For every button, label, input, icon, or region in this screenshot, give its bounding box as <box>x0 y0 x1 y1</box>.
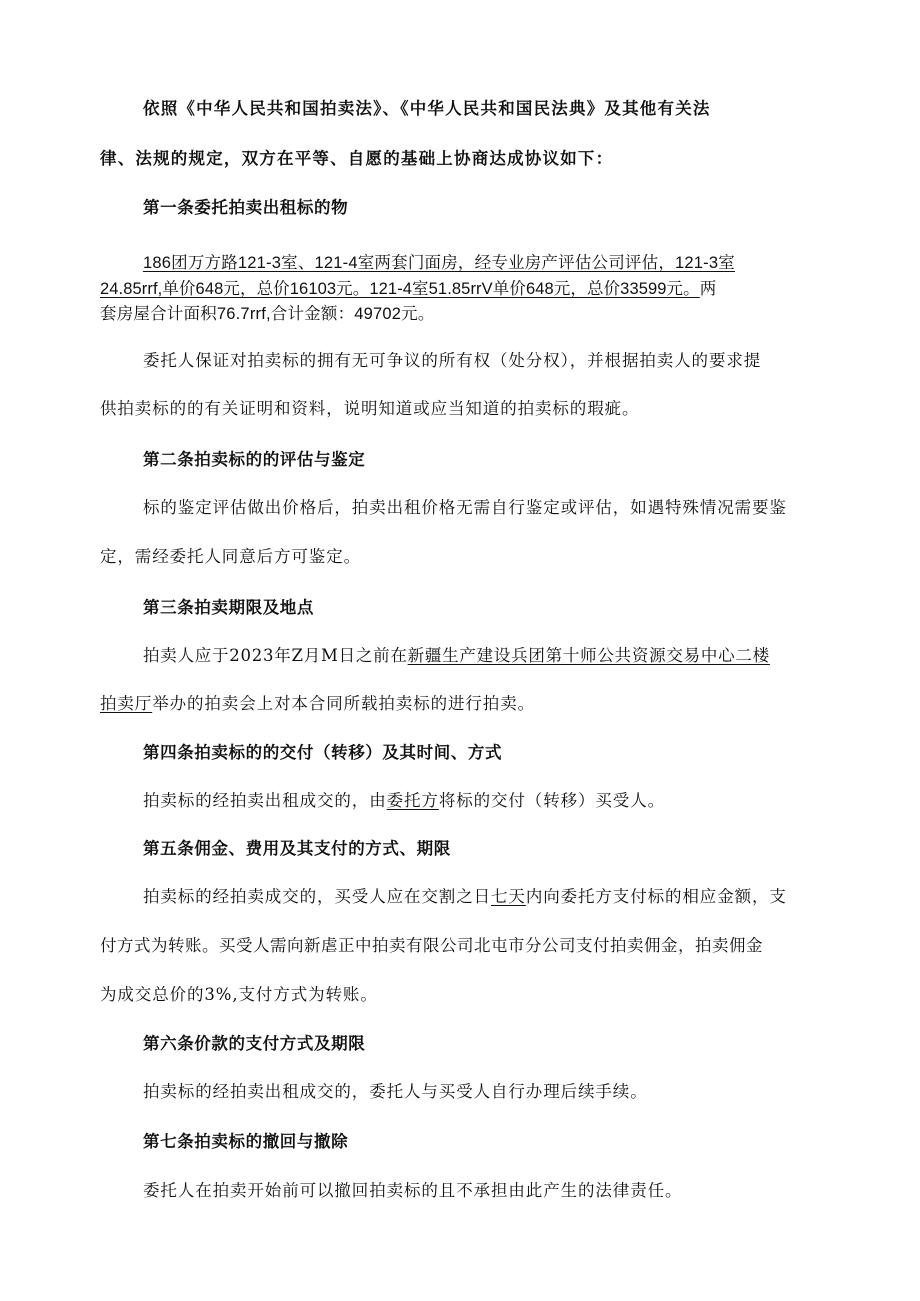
article-3-date-text: 拍卖人应于2023年Z月M日之前在 <box>143 646 408 665</box>
article-7-line-1: 委托人在拍卖开始前可以撤回拍卖标的且不承担由此产生的法律责任。 <box>143 1181 683 1200</box>
article-5-days: 七天 <box>491 887 526 906</box>
article-5-line-3: 为成交总价的3%,支付方式为转账。 <box>100 985 378 1004</box>
article-5-line-1-prefix: 拍卖标的经拍卖成交的，买受人应在交割之日 <box>143 887 491 906</box>
article-1-warranty-line-2: 供拍卖标的的有关证明和资料，说明知道或应当知道的拍卖标的瑕疵。 <box>100 399 640 418</box>
article-4-line-1-suffix: 将标的交付（转移）买受人。 <box>438 791 666 810</box>
article-6-line-1: 拍卖标的经拍卖出租成交的，委托人与买受人自行办理后续手续。 <box>143 1082 648 1101</box>
article-4-line-1-prefix: 拍卖标的经拍卖出租成交的，由 <box>143 791 387 810</box>
article-1-property-line-2-underlined: 24.85rrf,单价648元，总价16103元。121-4室51.85rrV单价648元，总价33599元。 <box>100 280 700 298</box>
article-4-line-1 <box>143 790 665 812</box>
article-3-line-1 <box>143 645 770 667</box>
article-1-warranty-line-1: 委托人保证对拍卖标的拥有无可争议的所有权（处分权），并根据拍卖人的要求提 <box>143 351 762 370</box>
article-5-line-1-suffix: 内向委托方支付标的相应金额，支 <box>525 887 787 906</box>
article-5-title: 第五条佣金、费用及其支付的方式、期限 <box>143 839 451 858</box>
article-1-property-line-3: 套房屋合计面积76.7rrf,合计金额：49702元。 <box>100 305 435 323</box>
article-1-title: 第一条委托拍卖出租标的物 <box>143 198 349 217</box>
intro-line-2: 律、法规的规定，双方在平等、自愿的基础上协商达成协议如下： <box>100 149 614 168</box>
article-3-line-2 <box>100 693 535 715</box>
article-1-property-line-1: 186团万方路121-3室、121-4室两套门面房，经专业房产评估公司评估，121-3室 <box>143 254 735 272</box>
article-3-location: 新疆生产建设兵团第十师公共资源交易中心二楼 <box>407 646 770 665</box>
article-2-title: 第二条拍卖标的的评估与鉴定 <box>143 450 366 469</box>
article-3-line-2-suffix: 举办的拍卖会上对本合同所载拍卖标的进行拍卖。 <box>152 694 536 713</box>
article-2-line-2: 定，需经委托人同意后方可鉴定。 <box>100 547 361 566</box>
intro-line-1: 依照《中华人民共和国拍卖法》、《中华人民共和国民法典》及其他有关法 <box>143 99 711 118</box>
article-4-party: 委托方 <box>386 791 439 810</box>
article-5-line-2: 付方式为转账。买受人需向新虐正中拍卖有限公司北屯市分公司支付拍卖佣金，拍卖佣金 <box>100 936 763 955</box>
article-2-line-1: 标的鉴定评估做出价格后，拍卖出租价格无需自行鉴定或评估，如遇特殊情况需要鉴 <box>143 498 787 517</box>
article-5-line-1 <box>143 886 787 908</box>
article-7-title: 第七条拍卖标的撤回与撤除 <box>143 1132 349 1151</box>
article-4-title: 第四条拍卖标的的交付（转移）及其时间、方式 <box>143 743 503 762</box>
article-3-title: 第三条拍卖期限及地点 <box>143 598 314 617</box>
article-6-title: 第六条价款的支付方式及期限 <box>143 1034 366 1053</box>
article-1-property-line-2-tail: 两 <box>699 280 717 298</box>
article-3-location-hall: 拍卖厅 <box>100 694 153 713</box>
article-1-property-line-2 <box>100 278 716 300</box>
